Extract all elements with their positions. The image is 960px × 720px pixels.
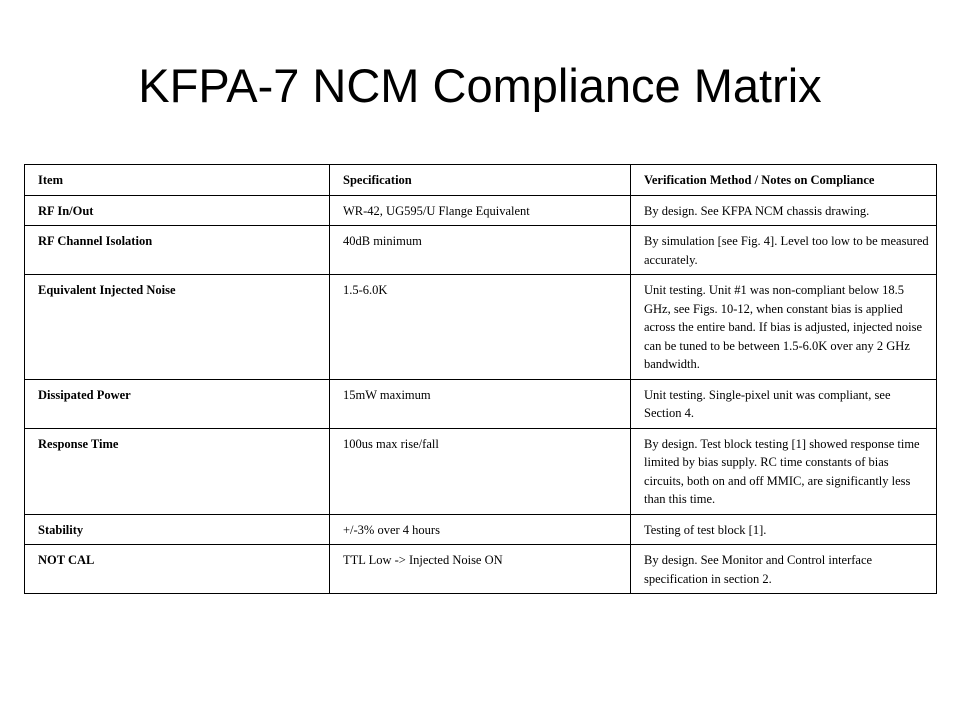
row-item: RF In/Out [25, 195, 330, 226]
row-verification: Testing of test block [1]. [631, 514, 937, 545]
row-specification: WR-42, UG595/U Flange Equivalent [330, 195, 631, 226]
row-item: Dissipated Power [25, 379, 330, 428]
row-verification: Unit testing. Unit #1 was non-compliant below 18.5 GHz, see Figs. 10-12, when constant bias is applied across the entire band. If bias is adjusted, injected noise can be tuned to be between 1.5-6.0K over any 2 GHz bandwidth. [631, 275, 937, 380]
table-row [25, 514, 937, 545]
table-header-row [25, 165, 937, 196]
row-specification: TTL Low -> Injected Noise ON [330, 545, 631, 594]
table-row [25, 226, 937, 275]
row-verification: By simulation [see Fig. 4]. Level too low to be measured accurately. [631, 226, 937, 275]
row-verification: By design. Test block testing [1] showed response time limited by bias supply. RC time constants of bias circuits, both on and off MMIC, are significantly less than this time. [631, 428, 937, 514]
row-specification: 15mW maximum [330, 379, 631, 428]
row-specification: 40dB minimum [330, 226, 631, 275]
header-specification: Specification [330, 165, 631, 196]
row-specification: +/-3% over 4 hours [330, 514, 631, 545]
slide-title: KFPA-7 NCM Compliance Matrix [138, 59, 822, 112]
row-item: Response Time [25, 428, 330, 514]
table-row [25, 195, 937, 226]
row-specification: 100us max rise/fall [330, 428, 631, 514]
table-row [25, 275, 937, 380]
row-specification: 1.5-6.0K [330, 275, 631, 380]
table-row [25, 428, 937, 514]
table-row [25, 379, 937, 428]
row-verification: By design. See KFPA NCM chassis drawing. [631, 195, 937, 226]
table-row [25, 545, 937, 594]
row-item: Stability [25, 514, 330, 545]
compliance-matrix-table [24, 164, 937, 594]
row-item: NOT CAL [25, 545, 330, 594]
header-verification: Verification Method / Notes on Compliance [631, 165, 937, 196]
row-item: RF Channel Isolation [25, 226, 330, 275]
header-item: Item [25, 165, 330, 196]
row-verification: Unit testing. Single-pixel unit was compliant, see Section 4. [631, 379, 937, 428]
row-item: Equivalent Injected Noise [25, 275, 330, 380]
row-verification: By design. See Monitor and Control interface specification in section 2. [631, 545, 937, 594]
